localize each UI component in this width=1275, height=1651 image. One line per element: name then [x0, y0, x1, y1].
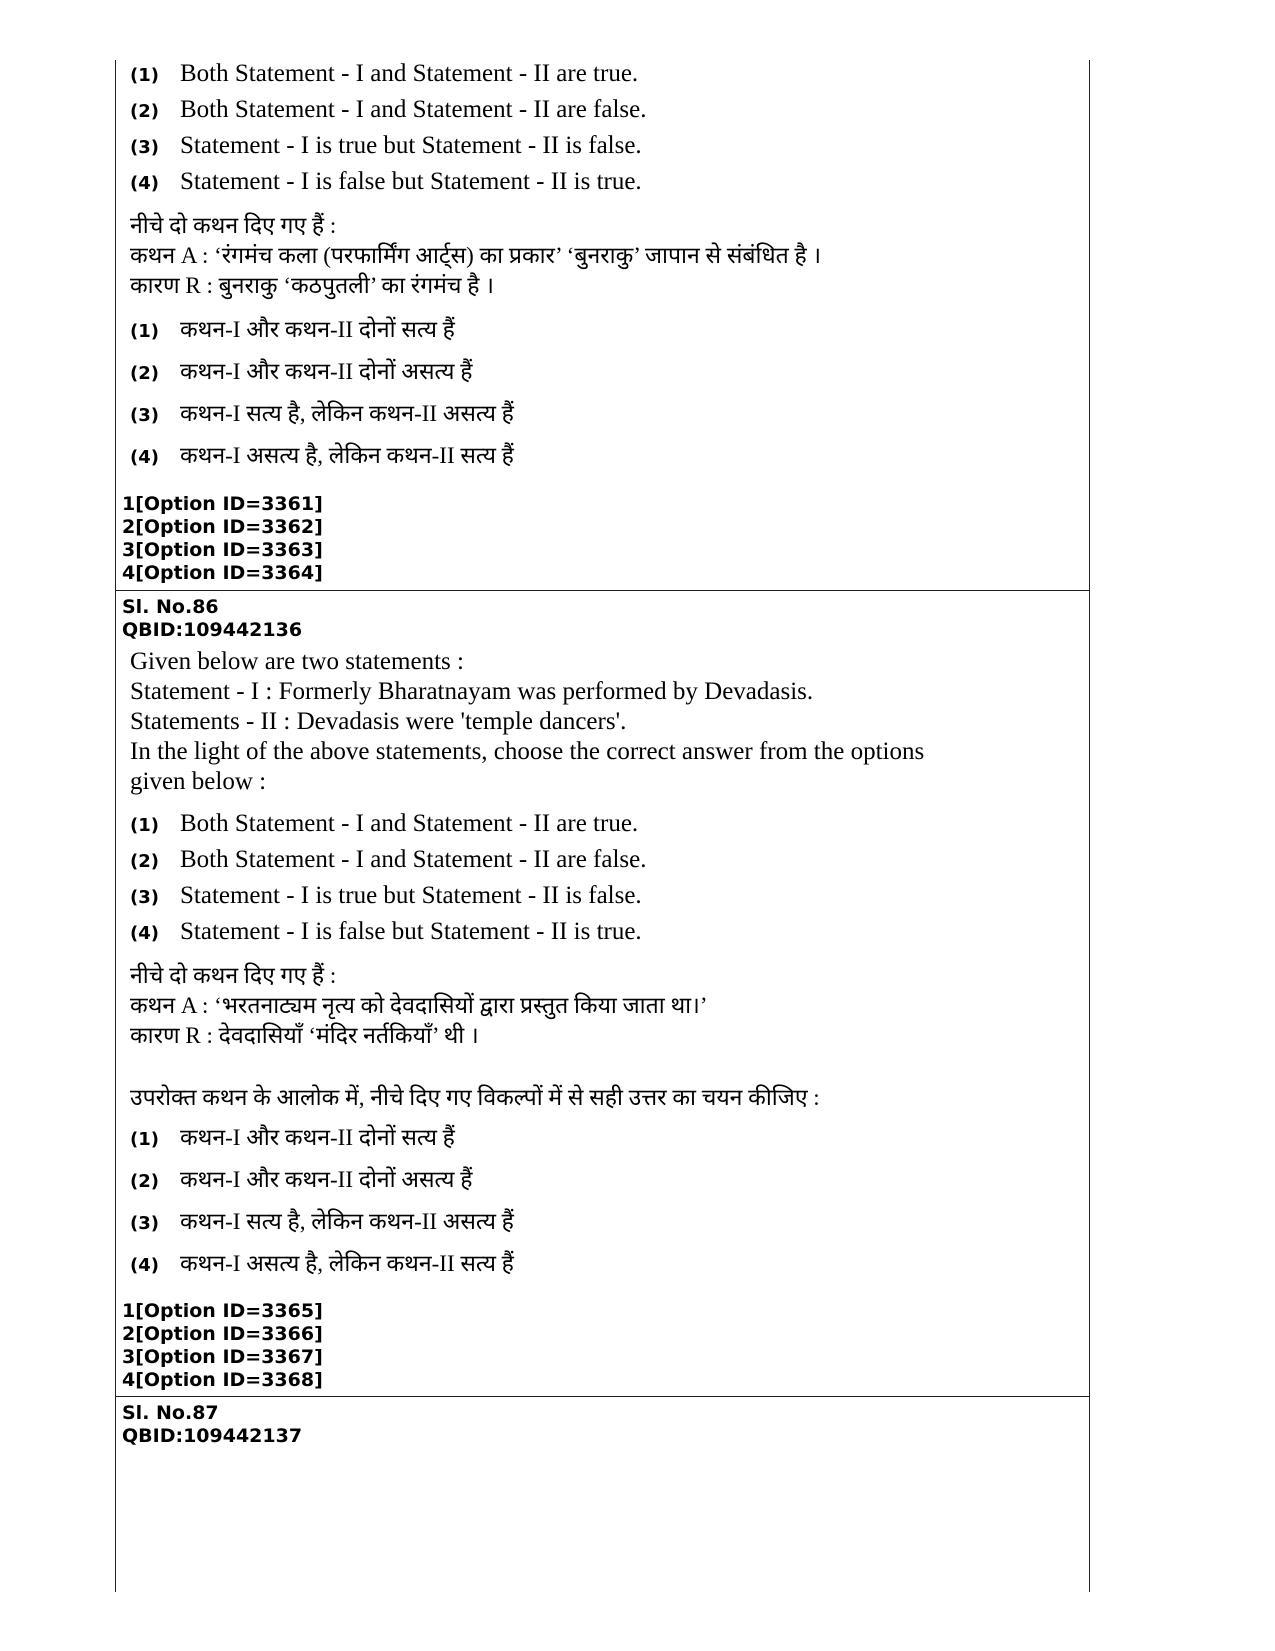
option-id-2: 2[Option ID=3366] — [122, 1323, 323, 1345]
hindi-option-2: (2) कथन-I और कथन-II दोनों असत्य हैं — [130, 359, 473, 384]
question-85-tail — [116, 60, 1089, 590]
hindi-intro: नीचे दो कथन दिए गए हैं : — [130, 213, 337, 238]
statement-1: Statement - I : Formerly Bharatnayam was performed by Devadasis. — [130, 678, 814, 705]
question-instruction-cont: given below : — [130, 768, 267, 795]
english-option-1: (1) Both Statement - I and Statement - II are true. — [130, 810, 639, 837]
serial-number: Sl. No.87 — [122, 1402, 219, 1424]
english-option-2: (2) Both Statement - I and Statement - II are false. — [130, 96, 647, 123]
option-id-4: 4[Option ID=3364] — [122, 562, 323, 584]
option-id-1: 1[Option ID=3365] — [122, 1300, 323, 1322]
option-id-1: 1[Option ID=3361] — [122, 493, 323, 515]
hindi-reason-r: कारण R : बुनराकु ‘कठपुतली’ का रंगमंच है । — [130, 273, 494, 298]
hindi-option-2: (2) कथन-I और कथन-II दोनों असत्य हैं — [130, 1167, 473, 1192]
question-intro: Given below are two statements : — [130, 648, 464, 675]
hindi-intro: नीचे दो कथन दिए गए हैं : — [130, 963, 337, 988]
english-option-4: (4) Statement - I is false but Statement - II is true. — [130, 918, 642, 945]
serial-number: Sl. No.86 — [122, 596, 219, 618]
hindi-option-3: (3) कथन-I सत्य है, लेकिन कथन-II असत्य हैं — [130, 1209, 514, 1234]
hindi-option-1: (1) कथन-I और कथन-II दोनों सत्य हैं — [130, 317, 455, 342]
qbid: QBID:109442137 — [122, 1425, 303, 1447]
hindi-option-4: (4) कथन-I असत्य है, लेकिन कथन-II सत्य हैं — [130, 1251, 514, 1276]
option-id-3: 3[Option ID=3367] — [122, 1346, 323, 1368]
english-option-2: (2) Both Statement - I and Statement - II are false. — [130, 846, 647, 873]
option-id-4: 4[Option ID=3368] — [122, 1369, 323, 1391]
qbid: QBID:109442136 — [122, 619, 303, 641]
statement-2: Statements - II : Devadasis were 'temple dancers'. — [130, 708, 627, 735]
english-option-1: (1) Both Statement - I and Statement - II are true. — [130, 60, 639, 87]
question-87 — [116, 1396, 1089, 1592]
english-option-3: (3) Statement - I is true but Statement - II is false. — [130, 132, 642, 159]
english-option-4: (4) Statement - I is false but Statement - II is true. — [130, 168, 642, 195]
english-option-3: (3) Statement - I is true but Statement - II is false. — [130, 882, 642, 909]
question-86 — [116, 590, 1089, 1396]
hindi-option-1: (1) कथन-I और कथन-II दोनों सत्य हैं — [130, 1125, 455, 1150]
option-id-3: 3[Option ID=3363] — [122, 539, 323, 561]
hindi-option-3: (3) कथन-I सत्य है, लेकिन कथन-II असत्य हैं — [130, 401, 514, 426]
question-paper-frame — [115, 60, 1090, 1592]
hindi-statement-a: कथन A : ‘रंगमंच कला (परफार्मिंग आर्ट्स) का प्रकार’ ‘बुनराकु’ जापान से संबंधित है । — [130, 243, 822, 268]
question-instruction: In the light of the above statements, choose the correct answer from the options — [130, 738, 925, 765]
hindi-question: उपरोक्त कथन के आलोक में, नीचे दिए गए विकल्पों में से सही उत्तर का चयन कीजिए : — [130, 1085, 820, 1110]
hindi-reason-r: कारण R : देवदासियाँ ‘मंदिर नर्तकियाँ’ थी । — [130, 1023, 479, 1048]
hindi-option-4: (4) कथन-I असत्य है, लेकिन कथन-II सत्य हैं — [130, 443, 514, 468]
hindi-statement-a: कथन A : ‘भरतनाट्यम नृत्य को देवदासियों द्वारा प्रस्तुत किया जाता था।’ — [130, 993, 708, 1018]
option-id-2: 2[Option ID=3362] — [122, 516, 323, 538]
